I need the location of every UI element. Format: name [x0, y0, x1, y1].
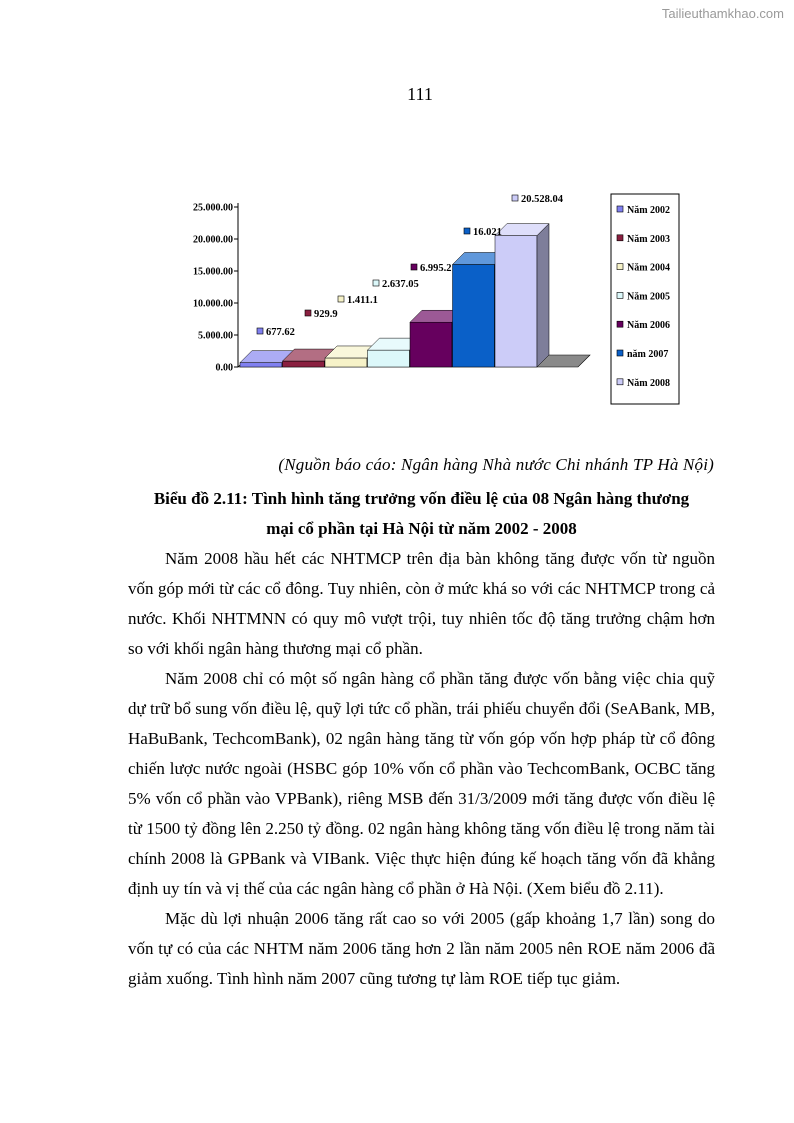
- y-tick-label: 10.000.00: [193, 298, 233, 310]
- legend-marker: [617, 321, 623, 327]
- data-label-marker: [338, 296, 344, 302]
- bar: [495, 236, 537, 367]
- bar-side: [537, 224, 549, 367]
- legend-marker: [617, 350, 623, 356]
- data-label: 677.62: [266, 327, 295, 338]
- data-label-marker: [373, 280, 379, 286]
- legend-marker: [617, 206, 623, 212]
- bar: [240, 363, 282, 367]
- body-text: [128, 544, 715, 994]
- legend-item: Năm 2002: [627, 205, 671, 216]
- bar-chart: [160, 180, 700, 420]
- y-tick-label: 0.00: [215, 362, 233, 374]
- caption-line-2: mại cổ phần tại Hà Nội từ năm 2002 - 2008: [266, 519, 577, 538]
- y-tick-label: 20.000.00: [193, 234, 233, 246]
- data-label: 6.995.2: [420, 263, 452, 274]
- data-label-marker: [305, 310, 311, 316]
- data-label: 1.411.1: [347, 295, 378, 306]
- legend-marker: [617, 264, 623, 270]
- source-note: (Nguồn báo cáo: Ngân hàng Nhà nước Chi nhánh TP Hà Nội): [278, 455, 714, 474]
- paragraph-2: Năm 2008 chỉ có một số ngân hàng cổ phần tăng được vốn bằng việc chia quỹ dự trữ bổ sung vốn điều lệ, quỹ lợi tức cổ phần, trái phiếu chuyển đổi (SeABank, MB, HaBuBank, TechcomBank), 02 ngân hàng tăng từ vốn góp vốn hợp pháp từ cổ đông chiến lược nước ngoài (HSBC góp 10% vốn cổ phần vào TechcomBank, OCBC tăng 5% vốn cổ phần vào VPBank), riêng MSB đến 31/3/2009 mới tăng được vốn điều lệ từ 1500 tỷ đồng lên 2.250 tỷ đồng. 02 ngân hàng không tăng vốn điều lệ trong năm tài chính 2008 là GPBank và VIBank. Việc thực hiện đúng kế hoạch tăng vốn đã khẳng định uy tín và vị thế của các ngân hàng cổ phần ở Hà Nội. (Xem biểu đồ 2.11).: [128, 669, 715, 898]
- data-label: 929.9: [314, 309, 338, 320]
- data-label: 2.637.05: [382, 279, 419, 290]
- y-tick-label: 15.000.00: [193, 266, 233, 278]
- watermark: Tailieuthamkhao.com: [661, 6, 784, 21]
- legend-marker: [617, 292, 623, 298]
- bar: [368, 350, 410, 367]
- bar: [410, 322, 452, 367]
- legend-item: Năm 2005: [627, 291, 671, 303]
- y-tick-label: 5.000.00: [198, 330, 233, 342]
- data-label-marker: [411, 264, 417, 270]
- legend-item: Năm 2004: [627, 262, 671, 274]
- legend-item: Năm 2003: [627, 233, 671, 245]
- legend-marker: [617, 379, 623, 385]
- data-label: 16.021: [473, 227, 502, 238]
- paragraph-3: Mặc dù lợi nhuận 2006 tăng rất cao so với 2005 (gấp khoảng 1,7 lần) song do vốn tự có của các NHTM năm 2006 tăng hơn 2 lần năm 2005 nên ROE năm 2006 đã giảm xuống. Tình hình năm 2007 cũng tương tự làm ROE tiếp tục giảm.: [128, 909, 715, 988]
- caption-line-1: Biểu đồ 2.11: Tình hình tăng trưởng vốn điều lệ của 08 Ngân hàng thương: [153, 489, 690, 508]
- legend-item: năm 2007: [627, 349, 669, 360]
- chart-caption: [128, 484, 715, 544]
- y-tick-label: 25.000.00: [193, 202, 233, 214]
- data-label: 20.528.04: [521, 194, 563, 205]
- legend-marker: [617, 235, 623, 241]
- bar: [325, 358, 367, 367]
- data-label-marker: [512, 195, 518, 201]
- page-number: 111: [407, 84, 433, 104]
- legend-item: Năm 2008: [627, 377, 671, 389]
- bar: [283, 361, 325, 367]
- data-label-marker: [257, 328, 263, 334]
- data-label-marker: [464, 228, 470, 234]
- bar: [453, 264, 495, 367]
- paragraph-1: Năm 2008 hầu hết các NHTMCP trên địa bàn không tăng được vốn từ nguồn vốn góp mới từ các cổ đông. Tuy nhiên, còn ở mức khá so với các NHTMCP trong cả nước. Khối NHTMNN có quy mô vượt trội, tuy nhiên tốc độ tăng trưởng chậm hơn so với khối ngân hàng thương mại cổ phần.: [128, 549, 715, 658]
- legend-item: Năm 2006: [627, 320, 671, 332]
